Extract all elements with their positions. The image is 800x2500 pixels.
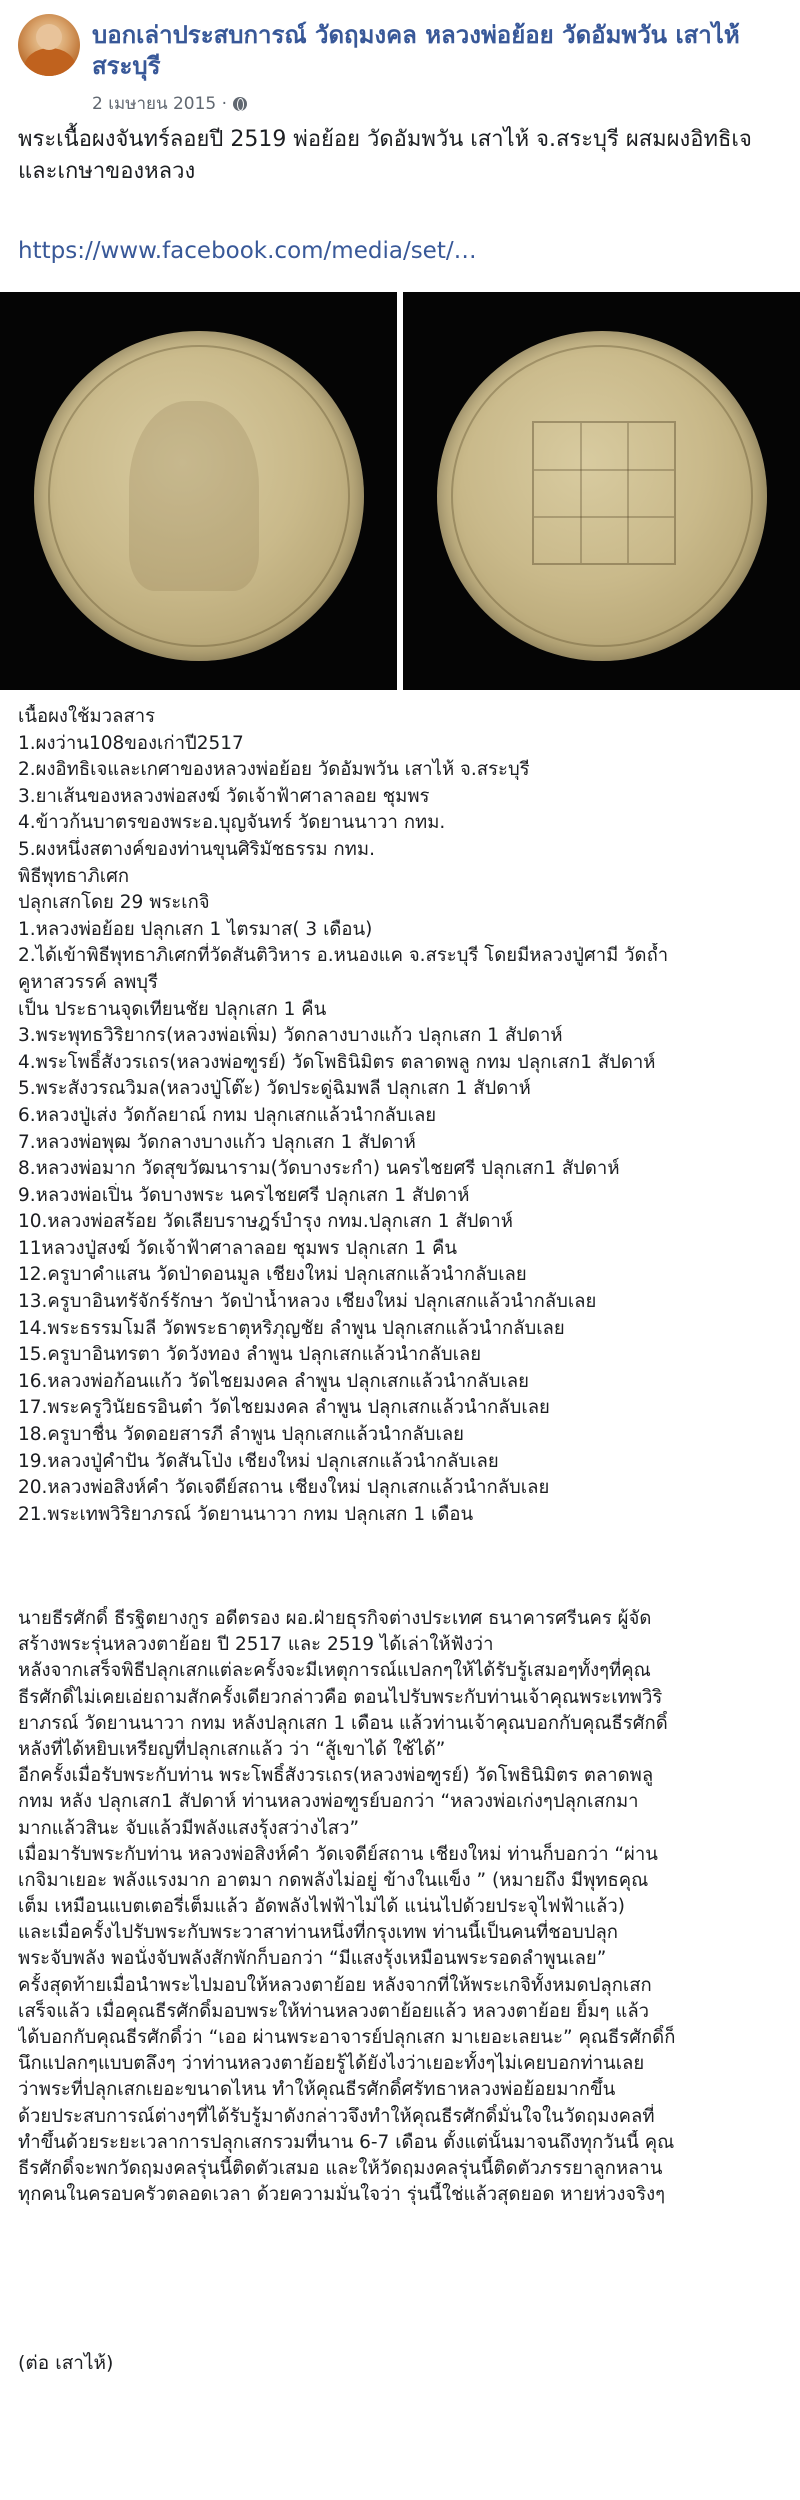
story-line: เต็ม เหมือนแบตเตอรี่เต็มแล้ว อัดพลังไฟฟ้าไม่ได้ แน่นไปด้วยประจุไฟฟ้าแล้ว) [18, 1896, 626, 1918]
text-line: 10.หลวงพ่อสร้อย วัดเลียบราษฎร์บำรุง กทม.ปลุกเสก 1 สัปดาห์ [18, 1211, 513, 1233]
story-line: และเมื่อครั้งไปรับพระกับพระวาสาท่านหนึ่งที่กรุงเทพ ท่านนี้เป็นคนที่ชอบปลุก [18, 1922, 618, 1944]
ingredients-list [18, 704, 788, 1528]
story-text [18, 1606, 788, 2208]
media-set-link[interactable]: https://www.facebook.com/media/set/… [18, 238, 477, 264]
text-line: 20.หลวงพ่อสิงห์คำ วัดเจดีย์สถาน เชียงใหม่ ปลุกเสกแล้วนำกลับเลย [18, 1477, 550, 1499]
text-line: 11หลวงปู่สงฆ์ วัดเจ้าฟ้าศาลาลอย ชุมพร ปลุกเสก 1 คืน [18, 1237, 458, 1259]
post-date-link[interactable]: 2 เมษายน 2015 · [92, 94, 228, 114]
photo-grid [0, 292, 800, 690]
text-line: 21.พระเทพวิริยาภรณ์ วัดยานนาวา กทม ปลุกเสก 1 เดือน [18, 1503, 474, 1525]
page-avatar[interactable] [18, 14, 80, 76]
coin-yant-grid [532, 421, 676, 565]
story-line: นายธีรศักดิ์ ธีรฐิตยางกูร อดีตรอง ผอ.ฝ่ายธุรกิจต่างประเทศ ธนาคารศรีนคร ผู้จัด [18, 1608, 652, 1629]
coin-back-image [437, 331, 767, 661]
story-line: หลังจากเสร็จพิธีปลุกเสกแต่ละครั้งจะมีเหตุการณ์แปลกๆให้ได้รับรู้เสมอๆทั้งๆที่คุณ [18, 1660, 651, 1682]
story-line: มากแล้วสินะ จับแล้วมีพลังแสงรุ้งสว่างไสว” [18, 1817, 360, 1839]
text-line: ปลุกเสกโดย 29 พระเกจิ [18, 892, 210, 914]
story-line: ทำขึ้นด้วยระยะเวลาการปลุกเสกรวมที่นาน 6-7 เดือน ตั้งแต่นั้นมาจนถึงทุกวันนี้ คุณ [18, 2131, 675, 2153]
text-line: เนื้อผงใช้มวลสาร [18, 706, 156, 727]
post-text: พระเนื้อผงจันทร์ลอยปี 2519 พ่อย้อย วัดอัมพวัน เสาไห้ จ.สระบุรี ผสมผงอิทธิเจและเกษาของหลวง [18, 127, 752, 184]
story-line: นึกแปลกๆแบบตลึงๆ ว่าท่านหลวงตาย้อยรู้ได้ยังไงว่าเยอะทั้งๆไม่เคยบอกท่านเลย [18, 2053, 645, 2075]
page-name-link[interactable]: บอกเล่าประสบการณ์ วัดฤมงคล หลวงพ่อย้อย วัดอัมพวัน เสาไห้ สระบุรี [92, 21, 740, 80]
story-line: พระจับพลัง พอนั่งจับพลังสักพักก็บอกว่า “มีแสงรุ้งเหมือนพระรอดลำพูนเลย” [18, 1948, 607, 1970]
coin-back-photo[interactable] [403, 292, 800, 690]
story-line: ว่าพระที่ปลุกเสกเยอะขนาดไหน ทำให้คุณธีรศักดิ์ศรัทธาหลวงพ่อย้อยมากขึ้น [18, 2079, 616, 2101]
text-line: 18.ครูบาชื่น วัดดอยสารภี ลำพูน ปลุกเสกแล้วนำกลับเลย [18, 1424, 465, 1446]
story-line: ยาภรณ์ วัดยานนาวา กทม หลังปลุกเสก 1 เดือน แล้วท่านเจ้าคุณบอกกับคุณธีรศักดิ์ [18, 1712, 668, 1734]
story-line: ครั้งสุดท้ายเมื่อนำพระไปมอบให้หลวงตาย้อย หลังจากที่ให้พระเกจิทั้งหมดปลุกเสก [18, 1974, 652, 1996]
text-line: 12.ครูบาคำแสน วัดป่าดอนมูล เชียงใหม่ ปลุกเสกแล้วนำกลับเลย [18, 1264, 527, 1286]
text-line: 6.หลวงปู่เส่ง วัดกัลยาณ์ กทม ปลุกเสกแล้วนำกลับเลย [18, 1104, 437, 1126]
text-line: 9.หลวงพ่อเปิ่น วัดบางพระ นครไชยศรี ปลุกเสก 1 สัปดาห์ [18, 1184, 470, 1206]
text-line: 1.ผงว่าน108ของเก่าปี2517 [18, 732, 244, 754]
text-line: 4.พระโพธิ์สังวรเถร(หลวงพ่อฑูรย์) วัดโพธินิมิตร ตลาดพลู กทม ปลุกเสก1 สัปดาห์ [18, 1051, 656, 1073]
coin-front-photo[interactable] [0, 292, 397, 690]
text-line: 4.ข้าวก้นบาตรของพระอ.บุญจันทร์ วัดยานนาวา กทม. [18, 812, 446, 834]
story-line: เสร็จแล้ว เมื่อคุณธีรศักดิ์มอบพระให้ท่านหลวงตาย้อยแล้ว หลวงตาย้อย ยิ้มๆ แล้ว [18, 2000, 650, 2022]
story-line: ด้วยประสบการณ์ต่างๆที่ได้รับรู้มาดังกล่าวจึงทำให้คุณธีรศักดิ์มั่นใจในวัดฤมงคลที่ [18, 2105, 655, 2127]
text-line: 2.ผงอิทธิเจและเกศาของหลวงพ่อย้อย วัดอัมพวัน เสาไห้ จ.สระบุรี [18, 759, 530, 781]
coin-front-image [34, 331, 364, 661]
story-line: เมื่อมารับพระกับท่าน หลวงพ่อสิงห์คำ วัดเจดีย์สถาน เชียงใหม่ ท่านก็บอกว่า “ผ่าน [18, 1843, 658, 1865]
continuation-text: (ต่อ เสาไห้) [18, 2352, 114, 2374]
story-line: สร้างพระรุ่นหลวงตาย้อย ปี 2517 และ 2519 ได้เล่าให้ฟังว่า [18, 1634, 494, 1656]
story-line: เกจิมาเยอะ พลังแรงมาก อาตมา กดพลังไม่อยู่ ข้างในแข็ง ” (หมายถึง มีพุทธคุณ [18, 1869, 649, 1891]
text-line: เป็น ประธานจุดเทียนชัย ปลุกเสก 1 คืน [18, 998, 327, 1020]
story-line: ธีรศักดิ์จะพกวัดฤมงคลรุ่นนี้ติดตัวเสมอ และให้วัดฤมงคลรุ่นนี้ติดตัวภรรยาลูกหลาน [18, 2157, 663, 2179]
avatar-figure-head [36, 24, 62, 50]
story-line: ได้บอกกับคุณธีรศักดิ์ว่า “เออ ผ่านพระอาจารย์ปลุกเสก มาเยอะเลยนะ” คุณธีรศักดิ์ก็ [18, 2027, 676, 2048]
text-line: 19.หลวงปู่คำปัน วัดสันโป่ง เชียงใหม่ ปลุกเสกแล้วนำกลับเลย [18, 1450, 499, 1472]
coin-bust [129, 401, 259, 591]
text-line: พิธีพุทธาภิเศก [18, 865, 130, 887]
text-line: 5.พระสังวรณวิมล(หลวงปู่โต๊ะ) วัดประดู่ฉิมพลี ปลุกเสก 1 สัปดาห์ [18, 1078, 531, 1100]
text-line: 14.พระธรรมโมลี วัดพระธาตุหริภุญชัย ลำพูน ปลุกเสกแล้วนำกลับเลย [18, 1317, 565, 1339]
text-line: 5.ผงหนึ่งสตางค์ของท่านขุนศิริมัชธรรม กทม. [18, 838, 375, 860]
post-meta [92, 90, 247, 117]
text-line: 15.ครูบาอินทรตา วัดวังทอง ลำพูน ปลุกเสกแล้วนำกลับเลย [18, 1344, 482, 1366]
text-line: 17.พระครูวินัยธรอินต๋า วัดไชยมงคล ลำพูน ปลุกเสกแล้วนำกลับเลย [18, 1397, 550, 1419]
text-line: คูหาสวรรค์ ลพบุรี [18, 971, 158, 993]
globe-icon [233, 97, 247, 111]
story-line: หลังที่ได้หยิบเหรียญที่ปลุกเสกแล้ว ว่า “สู้เขาได้ ใช้ได้” [18, 1738, 446, 1760]
text-line: 3.พระพุทธวิริยากร(หลวงพ่อเพิ่ม) วัดกลางบางแก้ว ปลุกเสก 1 สัปดาห์ [18, 1025, 563, 1047]
text-line: 3.ยาเส้นของหลวงพ่อสงฆ์ วัดเจ้าฟ้าศาลาลอย ชุมพร [18, 785, 430, 807]
text-line: 13.ครูบาอินทรัจักร์รักษา วัดป่าน้ำหลวง เชียงใหม่ ปลุกเสกแล้วนำกลับเลย [18, 1291, 597, 1313]
post-header [18, 14, 788, 114]
story-line: อีกครั้งเมื่อรับพระกับท่าน พระโพธิ์สังวรเถร(หลวงพ่อฑูรย์) วัดโพธินิมิตร ตลาดพลู [18, 1765, 654, 1787]
avatar-figure-robe [24, 48, 76, 76]
text-line: 1.หลวงพ่อย้อย ปลุกเสก 1 ไตรมาส( 3 เดือน) [18, 918, 373, 940]
text-line: 2.ได้เข้าพิธีพุทธาภิเศกที่วัดสันติวิหาร อ.หนองแค จ.สระบุรี โดยมีหลวงปู่ศามี วัดถ้ำ [18, 945, 669, 967]
text-line: 7.หลวงพ่อพุฒ วัดกลางบางแก้ว ปลุกเสก 1 สัปดาห์ [18, 1131, 416, 1153]
story-line: กทม หลัง ปลุกเสก1 สัปดาห์ ท่านหลวงพ่อฑูรย์บอกว่า “หลวงพ่อเก่งๆปลุกเสกมา [18, 1791, 639, 1813]
story-line: ธีรศักดิ์ไม่เคยเอ่ยถามสักครั้งเดียวกล่าวคือ ตอนไปรับพระกับท่านเจ้าคุณพระเทพวิริ [18, 1686, 663, 1708]
text-line: 8.หลวงพ่อมาก วัดสุขวัฒนาราม(วัดบางระกำ) นครไชยศรี ปลุกเสก1 สัปดาห์ [18, 1158, 620, 1180]
text-line: 16.หลวงพ่อก้อนแก้ว วัดไชยมงคล ลำพูน ปลุกเสกแล้วนำกลับเลย [18, 1370, 529, 1392]
story-line: ทุกคนในครอบครัวตลอดเวลา ด้วยความมั่นใจว่า รุ่นนี้ใช่แล้วสุดยอด หายห่วงจริงๆ [18, 2184, 666, 2206]
